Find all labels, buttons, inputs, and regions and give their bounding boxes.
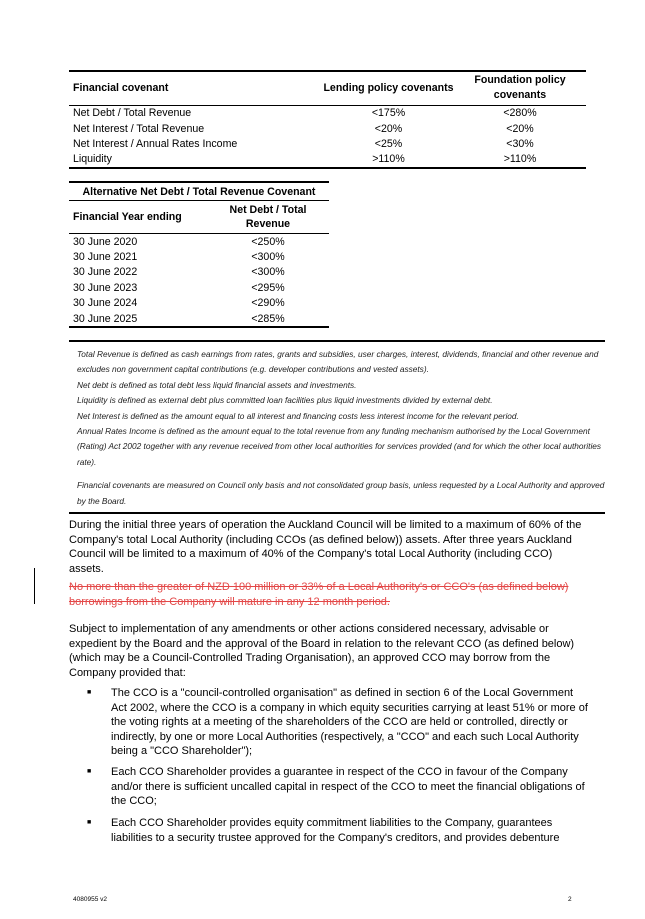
table-row [69,152,586,168]
document-id: 4080955 v2 [73,896,107,903]
bullet-square-icon: ■ [87,819,92,826]
paragraph-auckland-limit: During the initial three years of operation the Auckland Council will be limited to a maximum of 60% of the Company's total Local Authority (including CCOs (as defined below)) assets. After three years Auckland Council will be limited to a maximum of 40% of the Company's total Local Authority (including CCO) assets. [69,519,582,575]
lending-value: <25% [374,137,403,150]
year-cell: 30 June 2022 [73,266,138,279]
alt-table-header [69,201,329,234]
note-annual-rates-income: Annual Rates Income is defined as the amount equal to the total revenue from any funding mechanism authorised by the Local Government (Rating) Act 2002 together with any revenue received from other local authorities for services provided (and for which the other local authorities rate). [77,426,602,467]
note-measurement-basis: Financial covenants are measured on Council only basis and not consolidated group basis, unless requested by a Local Authority and approved by the Board. [77,480,605,506]
year-cell: 30 June 2024 [73,297,138,310]
alt-table-caption: Alternative Net Debt / Total Revenue Covenant [69,182,329,201]
col-lending-policy: Lending policy covenants [323,71,454,105]
foundation-value: <20% [506,122,534,135]
foundation-value: <30% [506,137,534,150]
table-row [69,296,329,311]
note-net-debt: Net debt is defined as total debt less liquid financial assets and investments. [77,379,357,390]
limit-cell: <300% [251,251,285,264]
col-net-debt-revenue: Net Debt / Total Revenue [207,201,329,234]
table-row [69,136,586,151]
year-cell: 30 June 2021 [73,251,138,264]
year-cell: 30 June 2023 [73,281,138,294]
note-total-revenue: Total Revenue is defined as cash earnings from rates, grants and subsidies, user charges, interest, dividends, financial and other revenue and excludes non government capital contributions (e.g. developer contributions and vested assets). [77,349,599,375]
table-row [69,280,329,295]
change-bar [34,568,35,604]
covenant-name: Net Interest / Annual Rates Income [73,137,238,150]
table-row [69,105,586,121]
limit-cell: <295% [251,281,285,294]
covenant-name: Net Debt / Total Revenue [73,107,192,120]
bullet-square-icon: ■ [87,689,92,696]
covenant-table-header [69,71,586,105]
table-row [69,234,329,250]
limit-cell: <250% [251,235,285,248]
financial-covenant-table [69,70,586,169]
paragraph-deleted-maturity: No more than the greater of NZD 100 million or 33% of a Local Authority's or CCO's (as defined below) borrowings from the Company will mature in any 12 month period. [69,581,569,608]
col-foundation-policy: Foundation policy covenants [454,71,586,105]
page-number: 2 [568,896,572,903]
limit-cell: <285% [207,311,329,327]
bullet-text: The CCO is a "council-controlled organisation" as defined in section 6 of the Local Government Act 2002, where the CCO is a company in which equity securities carrying at least 51% or more of the voting rights at a meeting of the shareholders of the CCO are held or controlled, directly or indirectly, by one or more Local Authorities (respectively, a "CCO" and each such Local Authority being a "CCO Shareholder"); [111,687,588,757]
year-cell: 30 June 2020 [73,235,138,248]
covenant-name: Liquidity [69,152,323,168]
definitions-notes-box [69,340,605,514]
col-financial-covenant: Financial covenant [69,71,323,105]
foundation-value: <280% [503,107,537,120]
lending-value: >110% [323,152,454,168]
col-financial-year: Financial Year ending [69,201,207,234]
limit-cell: <290% [251,297,285,310]
table-row [69,121,586,136]
lending-value: <175% [371,107,406,120]
covenant-name: Net Interest / Total Revenue [73,122,205,135]
table-row [69,265,329,280]
table-row [69,249,329,264]
alt-table-caption-row [69,182,329,201]
bullet-square-icon: ■ [87,768,92,775]
year-cell: 30 June 2025 [69,311,207,327]
lending-value: <20% [374,122,403,135]
foundation-value: >110% [454,152,586,168]
paragraph-cco-borrowing: Subject to implementation of any amendments or other actions considered necessary, advisable or expedient by the Board and the approval of the Board in relation to the relevant CCO (as defined below) (which may be a Council-Controlled Trading Organisation), an approved CCO may borrow from the Company provided that: [69,623,575,679]
note-net-interest: Net Interest is defined as the amount equal to all interest and financing costs less interest income for the relevant period. [77,410,519,421]
alternative-covenant-table [69,181,329,328]
limit-cell: <300% [251,266,285,279]
note-liquidity: Liquidity is defined as external debt plus committed loan facilities plus liquid investments divided by external debt. [77,395,493,406]
bullet-text: Each CCO Shareholder provides a guarantee in respect of the CCO in favour of the Company and/or there is sufficient uncalled capital in respect of the CCO to meet the financial obligations of the CCO; [111,766,585,807]
table-row [69,311,329,327]
bullet-text: Each CCO Shareholder provides equity commitment liabilities to the Company, guarantees liabilities to a security trustee approved for the Company's creditors, and provides debenture [111,817,560,844]
